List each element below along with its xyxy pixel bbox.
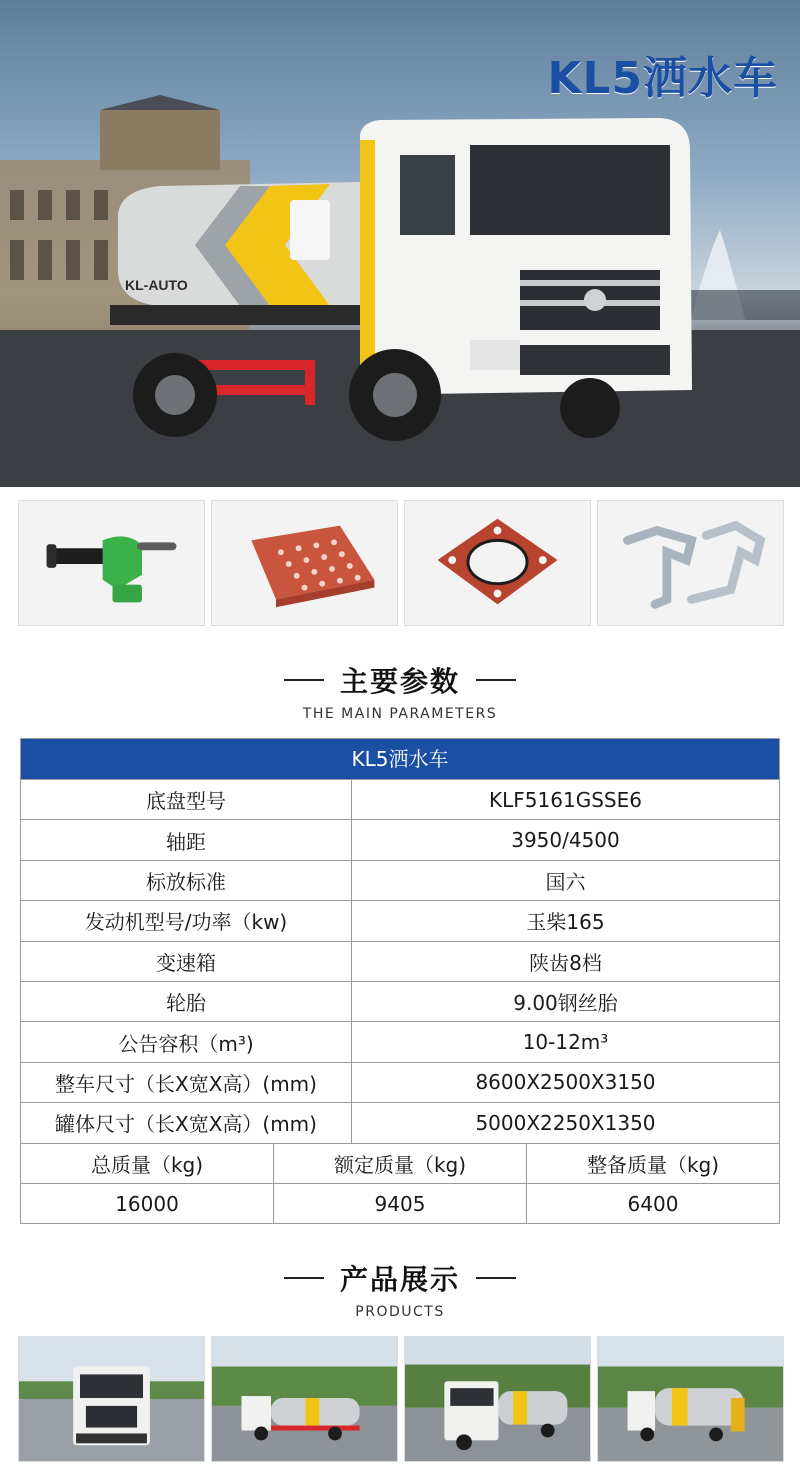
mass-value-row (21, 1183, 779, 1223)
spec-value: 10-12m³ (522, 1030, 609, 1055)
mass-header-curb: 整备质量（kg) (586, 1152, 720, 1177)
params-section-heading (0, 660, 800, 722)
spec-key: 公告容积（m³) (21, 1022, 352, 1061)
product-photo-angle (404, 1336, 591, 1462)
table-row (21, 779, 779, 819)
sprinkler-pipe-icon (598, 501, 783, 625)
table-row (21, 900, 779, 940)
accessory-gallery (18, 500, 784, 626)
spec-key: 整车尺寸（长X宽X高）(mm) (21, 1063, 352, 1102)
heading-left-dash (284, 679, 324, 681)
table-row (21, 1021, 779, 1061)
accessory-sprinkler-pipe (597, 500, 784, 626)
table-row (21, 1102, 779, 1142)
truck-angle-photo (405, 1337, 590, 1461)
truck-rear-photo (598, 1337, 783, 1461)
params-title: 主要参数 (339, 665, 460, 698)
mass-header-rated: 额定质量（kg) (274, 1144, 527, 1183)
accessory-anti-wave-plate (211, 500, 398, 626)
table-row (21, 981, 779, 1021)
params-subtitle: THE MAIN PARAMETERS (302, 706, 498, 722)
products-subtitle: PRODUCTS (355, 1304, 445, 1320)
anti-wave-plate-icon (212, 501, 397, 625)
spec-key: 变速箱 (21, 942, 352, 981)
spec-value: 9.00钢丝胎 (513, 991, 618, 1016)
spec-key: 轴距 (21, 820, 352, 859)
truck-side-photo (212, 1337, 397, 1461)
spec-key: 标放标准 (21, 861, 352, 900)
table-row (21, 1062, 779, 1102)
spec-value: 5000X2250X1350 (475, 1110, 656, 1135)
spec-key: 轮胎 (21, 982, 352, 1021)
truck-front-photo (19, 1337, 204, 1461)
accessory-gasket-flange (404, 500, 591, 626)
table-row (21, 941, 779, 981)
spec-key: 罐体尺寸（长X宽X高）(mm) (21, 1103, 352, 1142)
products-section-heading (0, 1258, 800, 1320)
heading-left-dash (284, 1277, 324, 1279)
spec-value: KLF5161GSSE6 (489, 787, 642, 812)
mass-value-curb: 6400 (627, 1191, 679, 1216)
mass-header-row (21, 1143, 779, 1183)
spec-value: 8600X2500X3150 (475, 1070, 656, 1095)
product-photo-side (211, 1336, 398, 1462)
spec-table-header: KL5洒水车 (21, 739, 779, 779)
products-title: 产品展示 (339, 1263, 460, 1296)
spec-value: 3950/4500 (511, 828, 620, 853)
accessory-spray-cannon (18, 500, 205, 626)
spec-value: 玉柴165 (526, 910, 605, 935)
mass-header-total: 总质量（kg) (21, 1144, 274, 1183)
table-row (21, 819, 779, 859)
heading-right-dash (476, 1277, 516, 1279)
table-row (21, 860, 779, 900)
product-photo-rear (597, 1336, 784, 1462)
product-photo-front (18, 1336, 205, 1462)
mass-value-total: 16000 (21, 1184, 274, 1223)
gasket-flange-icon (405, 501, 590, 625)
hero-title: KL5洒水车 (547, 53, 778, 104)
spec-value: 国六 (545, 869, 586, 894)
heading-right-dash (476, 679, 516, 681)
spec-value: 陕齿8档 (529, 950, 602, 975)
mass-value-rated: 9405 (274, 1184, 527, 1223)
product-gallery (18, 1336, 784, 1462)
spec-table (20, 738, 780, 1224)
tank-brand-label: KL-AUTO (125, 277, 188, 293)
spec-key: 底盘型号 (21, 780, 352, 819)
hero-banner (0, 0, 800, 487)
spray-cannon-icon (19, 501, 204, 625)
spec-key: 发动机型号/功率（kw) (21, 901, 352, 940)
